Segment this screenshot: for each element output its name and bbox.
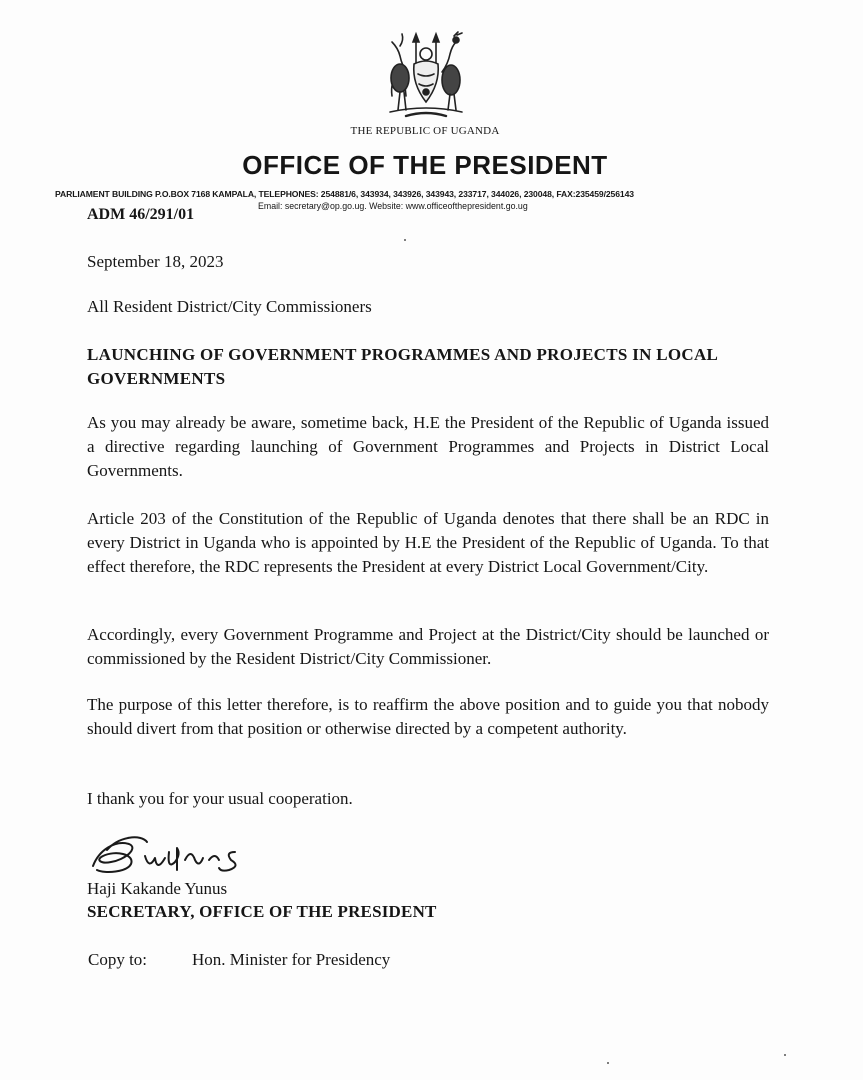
republic-heading: THE REPUBLIC OF UGANDA [350,125,500,137]
contact-line: Email: secretary@op.go.ug. Website: www.officeofthepresident.go.ug [258,201,528,211]
recipient: All Resident District/City Commissioners [87,297,372,316]
scan-speck [404,239,406,241]
address-line: PARLIAMENT BUILDING P.O.BOX 7168 KAMPALA, TELEPHONES: 254881/6, 343934, 343926, 343943, 233717, 344026, 230048, FAX:235459/256143 [55,189,634,199]
body-paragraph: Article 203 of the Constitution of the Republic of Uganda denotes that there shall be an RDC in every District in Uganda who is appointed by H.E the President of the Republic of Uganda. To that effect therefore, the RDC represents the President at every District Local Government/City. [87,509,769,576]
coat-of-arms-icon [378,28,474,124]
signatory-title: SECRETARY, OFFICE OF THE PRESIDENT [87,902,437,921]
letter-date: September 18, 2023 [87,252,224,271]
office-heading: OFFICE OF THE PRESIDENT [242,150,608,180]
body-paragraph: As you may already be aware, sometime back, H.E the President of the Republic of Uganda issued a directive regarding launching of Government Programmes and Projects in District Local Governments. [87,413,769,480]
scan-speck [784,1054,786,1056]
body-paragraph: Accordingly, every Government Programme and Project at the District/City should be launched or commissioned by the Resident District/City Commissioner. [87,625,769,668]
closing-line: I thank you for your usual cooperation. [87,789,353,808]
reference-number: ADM 46/291/01 [87,206,195,223]
signatory-name: Haji Kakande Yunus [87,879,228,898]
copy-to-label: Copy to: [88,950,148,969]
copy-to-value: Hon. Minister for Presidency [192,950,391,969]
signature-icon [85,830,275,886]
subject-heading: LAUNCHING OF GOVERNMENT PROGRAMMES AND PROJECTS IN LOCAL GOVERNMENTS [87,345,718,388]
body-paragraph: The purpose of this letter therefore, is to reaffirm the above position and to guide you that nobody should divert from that position or otherwise directed by a competent authority. [87,695,769,738]
scan-speck [607,1062,609,1064]
